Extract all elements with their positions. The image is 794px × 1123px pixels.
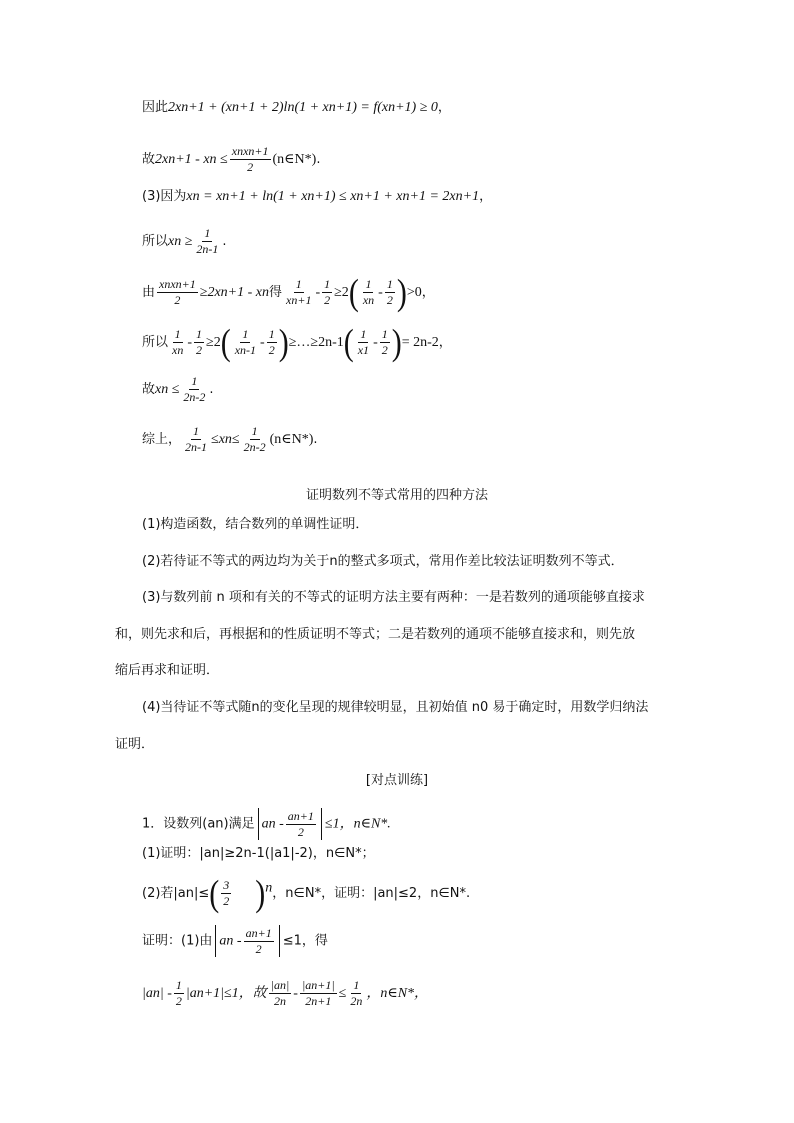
abs-bar-right	[279, 925, 280, 957]
fraction	[300, 978, 337, 1009]
numerator: 3	[223, 878, 230, 892]
proof-line-4	[142, 226, 227, 257]
abs-bar-left	[215, 925, 216, 957]
solution-line-1	[142, 925, 328, 957]
question-1-part-2	[142, 872, 471, 914]
training-heading: [对点训练]	[365, 773, 429, 788]
fraction	[194, 226, 220, 257]
denominator: 2	[247, 160, 254, 174]
text: 所以	[142, 234, 169, 249]
text: ，	[438, 335, 452, 350]
denominator: 2n	[273, 994, 286, 1008]
denominator: xn	[172, 343, 184, 357]
math-expression: >0	[406, 285, 422, 300]
numerator: xnxn+1	[231, 144, 269, 158]
math-expression: 2xn+1 + (xn+1 + 2)ln(1 + xn+1) = f(xn+1) ≥ 0	[168, 100, 438, 115]
text: 1．设数列(an)满足	[142, 816, 255, 832]
math-expression: |an+1|≤1，故	[185, 986, 267, 1001]
denominator: 2n-1	[196, 242, 219, 256]
proof-line-6: 所以 $\frac{1}{xn}$ - $\frac{1}{2}$ ≥2( $\frac{1}{xn-1}$ - $\frac{1}{2}$ )≥…≥2n-1( $\frac{1}{x1}$ - $\frac{1}{2}$ )= 2n-2，	[142, 321, 452, 363]
proof-line-5: 由 $\frac{\text{xnxn+1}}{2}$ ≥2xn+1 - xn得 $\frac{1}{xn+1}$ - $\frac{1}{2}$ ≥2( $\frac{1}{xn}$ - $\frac{1}{2}$ )>0，	[142, 271, 435, 313]
denominator: 2n+1	[305, 994, 332, 1008]
numerator: 1	[353, 978, 360, 992]
denominator: 2	[223, 894, 230, 908]
text: .	[316, 152, 321, 167]
numerator: 1	[268, 327, 275, 341]
method-1: (1)构造函数，结合数列的单调性证明．	[142, 517, 369, 532]
method-3-line-1: (3)与数列前 n 项和有关的不等式的证明方法主要有两种：一是若数列的通项能够直接求	[142, 590, 645, 605]
math-expression: = 2n-2	[401, 335, 439, 350]
numerator: 1	[295, 277, 302, 291]
denominator: xn-1	[234, 343, 257, 357]
denominator: 2	[175, 994, 182, 1008]
fraction	[233, 327, 258, 358]
right-paren: )	[391, 321, 402, 363]
numerator: 1	[324, 277, 331, 291]
fraction	[322, 277, 332, 308]
method-3-line-3: 缩后再求和证明．	[115, 663, 220, 678]
text: 由	[142, 285, 156, 300]
numerator: xnxn+1	[159, 277, 196, 291]
method-4-line-1: (4)当待证不等式随n的变化呈现的规律较明显，且初始值 n0 易于确定时，用数学归纳法	[142, 700, 649, 715]
fraction	[242, 424, 268, 455]
proof-line-1	[142, 99, 451, 117]
fraction	[221, 878, 231, 909]
numerator: 1	[381, 327, 388, 341]
text: .	[313, 432, 318, 447]
fraction	[356, 327, 371, 358]
operator: -	[315, 285, 321, 300]
math-expression: xn = xn+1 + ln(1 + xn+1) ≤ xn+1 + xn+1 = 2xn+1	[186, 189, 480, 204]
right-paren: )	[255, 872, 266, 914]
operator: ≤	[338, 986, 347, 1001]
denominator: 2	[196, 343, 203, 357]
denominator: 2	[297, 824, 304, 839]
numerator: |an|	[270, 978, 290, 992]
denominator: x1	[357, 343, 370, 357]
left-paren: (	[220, 321, 231, 363]
abs-bar-right	[321, 808, 322, 840]
denominator: 2	[386, 293, 393, 307]
text: ，	[437, 100, 451, 115]
numerator: 1	[174, 327, 181, 341]
math-expression: xn ≥	[168, 234, 193, 249]
text: ，	[479, 189, 493, 204]
text: 所以	[142, 335, 169, 350]
text: .	[209, 382, 214, 397]
text: 故	[142, 152, 156, 167]
fraction	[380, 327, 390, 358]
text: 综上，	[142, 432, 182, 447]
fraction	[194, 327, 204, 358]
question-1-part-1: (1)证明：|an|≥2n-1(|a1|-2)，n∈N*；	[142, 846, 375, 861]
operator: ≥2	[206, 335, 221, 350]
denominator: 2	[324, 293, 331, 307]
fraction	[361, 277, 376, 308]
numerator: 1	[175, 978, 182, 992]
math-expression: ≤1，n∈N*.	[324, 816, 391, 832]
solution-line-2	[142, 978, 428, 1009]
denominator: 2n	[350, 994, 363, 1008]
right-paren: )	[278, 321, 289, 363]
denominator: 2n-1	[185, 440, 208, 454]
math-expression: ≥…≥2n-1	[288, 335, 344, 350]
math-expression: xn ≤	[155, 382, 180, 397]
fraction	[269, 978, 292, 1009]
question-1	[142, 808, 391, 840]
text: 证明：(1)由	[142, 933, 213, 949]
denominator: xn	[362, 293, 375, 307]
fraction	[157, 277, 198, 308]
left-paren: (	[209, 872, 220, 914]
fraction	[284, 277, 313, 308]
math-expression: an -	[261, 816, 284, 832]
condition: (n∈N*)	[272, 152, 317, 167]
left-paren: (	[343, 321, 354, 363]
numerator: 1	[204, 226, 211, 240]
proof-line-3	[142, 188, 492, 206]
fraction	[244, 926, 274, 957]
denominator: 2	[174, 293, 181, 307]
numerator: 1	[360, 327, 367, 341]
numerator: 1	[365, 277, 372, 291]
fraction	[230, 144, 271, 175]
fraction	[348, 978, 364, 1009]
method-4-line-2: 证明．	[115, 737, 155, 752]
proof-line-2	[142, 144, 320, 175]
denominator: xn+1	[286, 293, 312, 307]
right-paren: )	[396, 271, 407, 313]
fraction	[170, 327, 185, 358]
text: (2)若|an|≤	[142, 886, 210, 901]
proof-line-8	[142, 424, 318, 455]
numerator: 1	[242, 327, 249, 341]
text: ，n∈N*，证明：|an|≤2，n∈N*.	[272, 886, 471, 901]
text: (3)因为	[142, 189, 187, 204]
numerator: 1	[191, 374, 198, 388]
math-expression: ≥2xn+1 - xn	[199, 285, 269, 300]
text: 故	[142, 382, 156, 397]
operator: ≥2	[334, 285, 349, 300]
math-expression: 2xn+1 - xn ≤	[155, 152, 228, 167]
left-paren: (	[348, 271, 359, 313]
denominator: 2	[268, 343, 275, 357]
condition: (n∈N*)	[269, 432, 314, 447]
fraction	[174, 978, 184, 1009]
text: 得	[269, 285, 283, 300]
method-2: (2)若待证不等式的两边均为关于n的整式多项式，常用作差比较法证明数列不等式．	[142, 554, 624, 569]
denominator: 2n-2	[183, 390, 206, 404]
method-3-line-2: 和，则先求和后，再根据和的性质证明不等式；二是若数列的通项不能够直接求和，则先放	[115, 627, 636, 642]
numerator: 1	[386, 277, 393, 291]
section-title: 证明数列不等式常用的四种方法	[305, 488, 488, 503]
fraction	[286, 809, 316, 840]
text: .	[222, 234, 227, 249]
proof-line-7	[142, 374, 214, 405]
numerator: |an+1|	[301, 978, 335, 992]
math-expression: an -	[219, 933, 242, 949]
math-expression: ≤xn≤	[211, 432, 240, 447]
numerator: 1	[193, 424, 200, 438]
text: ，	[421, 285, 435, 300]
fraction	[181, 374, 207, 405]
math-expression: |an| -	[142, 986, 172, 1001]
denominator: 2n-2	[243, 440, 266, 454]
operator: -	[293, 986, 298, 1001]
fraction	[267, 327, 277, 358]
denominator: 2	[255, 941, 262, 956]
exponent: n	[265, 880, 273, 896]
numerator: an+1	[245, 925, 272, 940]
abs-bar-left	[258, 808, 259, 840]
fraction	[183, 424, 209, 455]
numerator: 1	[251, 424, 258, 438]
text: 因此	[142, 100, 169, 115]
numerator: 1	[196, 327, 203, 341]
numerator: an+1	[287, 808, 314, 823]
text: ≤1，得	[282, 933, 328, 949]
fraction	[385, 277, 395, 308]
math-expression: ，n∈N*，	[366, 986, 429, 1001]
denominator: 2	[381, 343, 388, 357]
